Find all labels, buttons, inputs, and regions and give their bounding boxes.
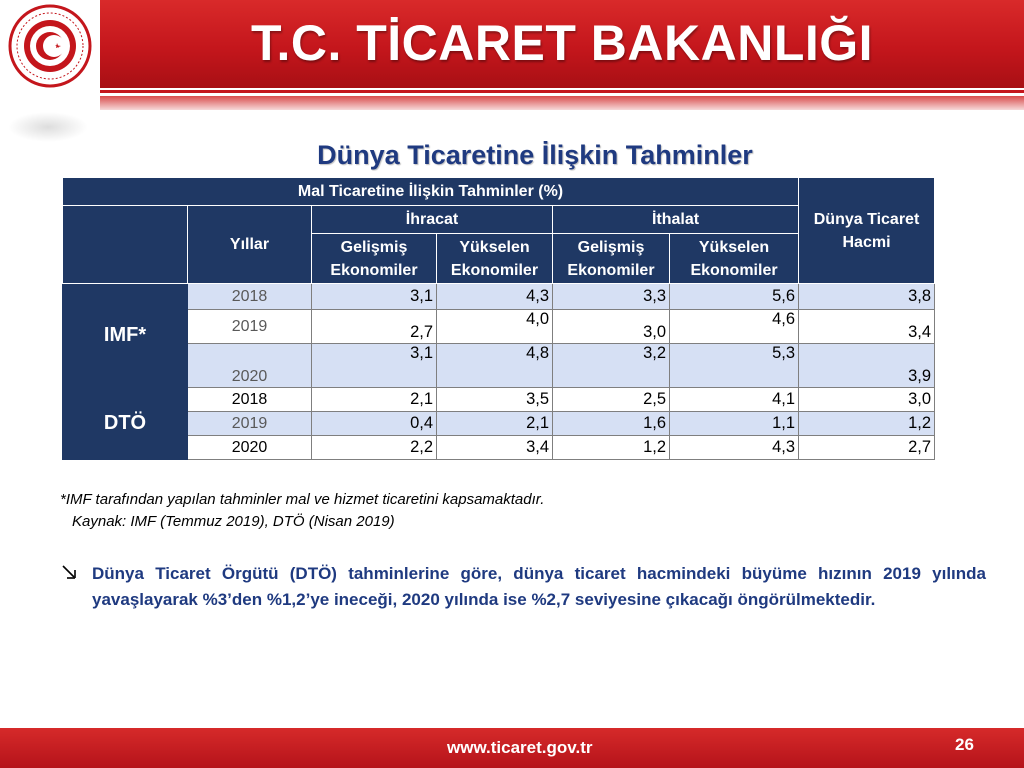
slide-subtitle: Dünya Ticaretine İlişkin Tahminler <box>317 140 753 170</box>
imports-header: İthalat <box>553 206 799 234</box>
table-row <box>63 388 935 412</box>
page-number: 26 <box>955 735 974 754</box>
imports-emerging-cell: 1,1 <box>670 412 799 436</box>
logo-container <box>0 0 100 92</box>
exports-emerging-cell: 4,0 <box>437 310 553 344</box>
imports-emerging-cell: 4,1 <box>670 388 799 412</box>
table-row <box>63 344 935 388</box>
world-trade-cell: 3,8 <box>799 284 935 310</box>
imf-footnote: *IMF tarafından yapılan tahminler mal ve hizmet ticaretini kapsamaktadır. <box>60 491 545 508</box>
ministry-logo-icon <box>6 4 94 88</box>
exports-developed-cell: 0,4 <box>312 412 437 436</box>
exports-emerging-header: Yükselen Ekonomiler <box>437 234 553 284</box>
world-trade-header: Dünya Ticaret Hacmi <box>799 178 935 284</box>
exports-developed-header: Gelişmiş Ekonomiler <box>312 234 437 284</box>
years-header: Yıllar <box>188 206 312 284</box>
table-row <box>63 436 935 460</box>
world-trade-cell: 3,9 <box>799 344 935 388</box>
world-trade-cell: 3,4 <box>799 310 935 344</box>
imports-developed-cell: 2,5 <box>553 388 670 412</box>
imports-emerging-cell: 4,6 <box>670 310 799 344</box>
imports-developed-header: Gelişmiş Ekonomiler <box>553 234 670 284</box>
exports-developed-cell: 2,7 <box>312 310 437 344</box>
imports-developed-cell: 3,2 <box>553 344 670 388</box>
exports-emerging-cell: 3,5 <box>437 388 553 412</box>
exports-developed-cell: 2,2 <box>312 436 437 460</box>
exports-developed-cell: 3,1 <box>312 284 437 310</box>
exports-developed-cell: 3,1 <box>312 344 437 388</box>
group-header-blank <box>63 206 188 284</box>
source-note: Kaynak: IMF (Temmuz 2019), DTÖ (Nisan 2019) <box>72 513 395 530</box>
year-cell: 2018 <box>188 388 312 412</box>
exports-developed-cell: 2,1 <box>312 388 437 412</box>
bullet-paragraph: Dünya Ticaret Örgütü (DTÖ) tahminlerine göre, dünya ticaret hacmindeki büyüme hızının 2019 yılında yavaşlayarak %3’den %1,2’ye ineceği, 2020 yılında ise %2,7 seviyesine çıkacağı öngörülmektedir. <box>92 564 986 609</box>
table-row <box>63 284 935 310</box>
imports-developed-cell: 3,3 <box>553 284 670 310</box>
group-label-dto: DTÖ <box>63 388 188 460</box>
imports-developed-cell: 1,2 <box>553 436 670 460</box>
exports-emerging-cell: 3,4 <box>437 436 553 460</box>
imports-emerging-cell: 4,3 <box>670 436 799 460</box>
imports-developed-cell: 1,6 <box>553 412 670 436</box>
header-divider <box>100 90 1024 93</box>
year-cell: 2018 <box>188 284 312 310</box>
exports-emerging-cell: 2,1 <box>437 412 553 436</box>
imports-emerging-cell: 5,3 <box>670 344 799 388</box>
group-label-imf: IMF* <box>63 284 188 388</box>
imports-emerging-cell: 5,6 <box>670 284 799 310</box>
imports-emerging-header: Yükselen Ekonomiler <box>670 234 799 284</box>
world-trade-cell: 2,7 <box>799 436 935 460</box>
table-row <box>63 310 935 344</box>
year-cell: 2019 <box>188 412 312 436</box>
table-row <box>63 412 935 436</box>
forecast-table <box>62 177 935 460</box>
year-cell: 2020 <box>188 344 312 388</box>
world-trade-cell: 3,0 <box>799 388 935 412</box>
year-cell: 2020 <box>188 436 312 460</box>
decorative-shadow <box>8 112 88 142</box>
exports-header: İhracat <box>312 206 553 234</box>
world-trade-cell: 1,2 <box>799 412 935 436</box>
imports-developed-cell: 3,0 <box>553 310 670 344</box>
header-gradient-strip <box>100 96 1024 110</box>
page-title: T.C. TİCARET BAKANLIĞI <box>250 15 874 71</box>
footer-url-link[interactable]: www.ticaret.gov.tr <box>447 738 593 757</box>
year-cell: 2019 <box>188 310 312 344</box>
arrow-down-right-icon <box>60 563 78 581</box>
table-top-header: Mal Ticaretine İlişkin Tahminler (%) <box>63 178 799 206</box>
exports-emerging-cell: 4,3 <box>437 284 553 310</box>
exports-emerging-cell: 4,8 <box>437 344 553 388</box>
